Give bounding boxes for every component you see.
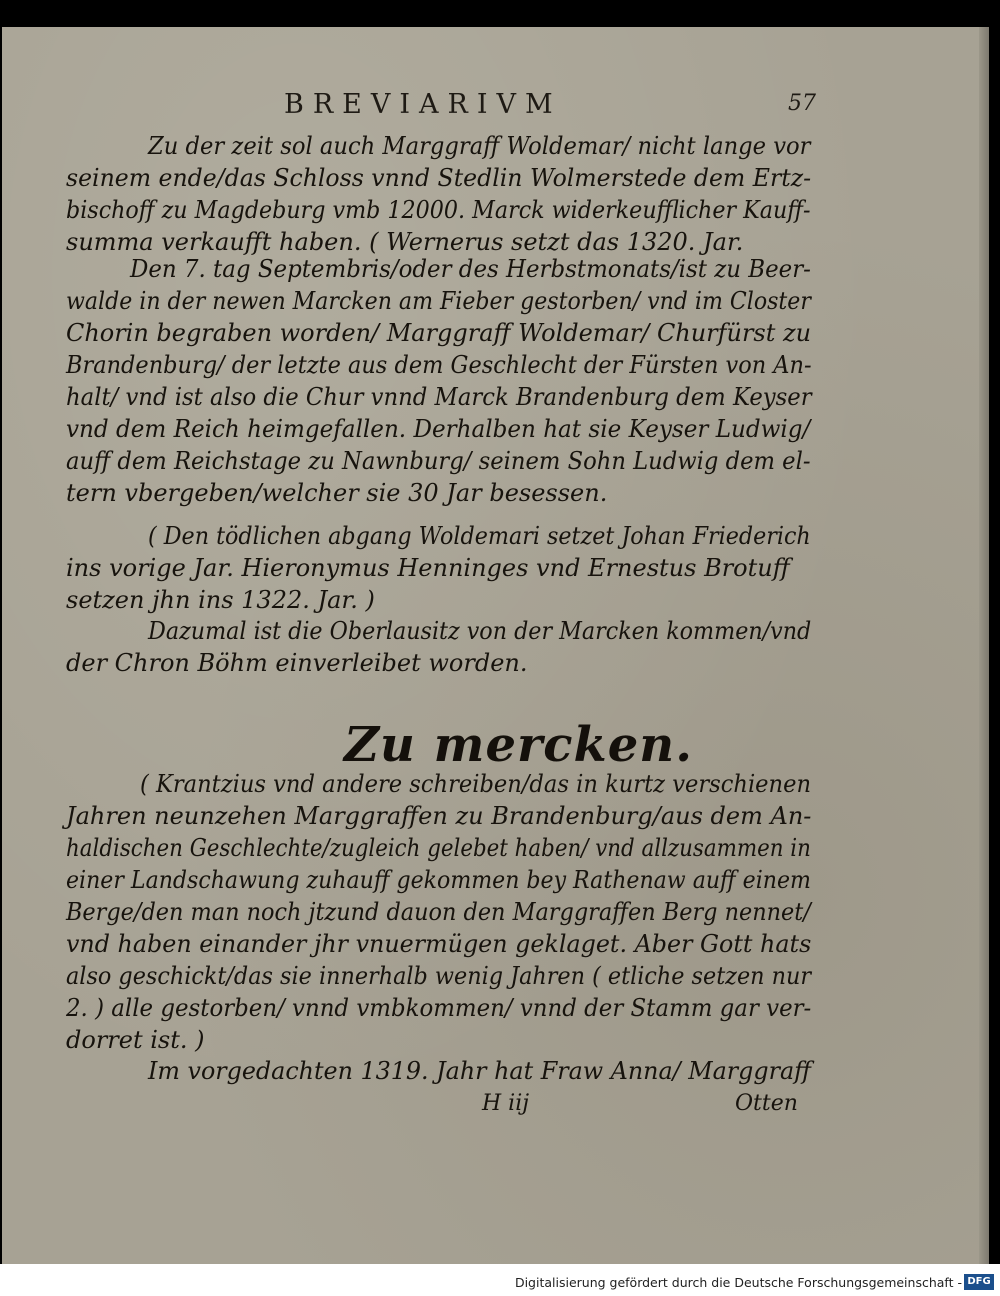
text-line: ins vorige Jar. Hieronymus Henninges vnd Ernestus Brotuff [66,554,790,582]
section-heading: Zu mercken. [344,717,693,773]
text-line: setzen jhn ins 1322. Jar. ) [66,586,375,614]
text-line: Chorin begraben worden/ Marggraff Woldemar/ Churfürst zu [66,319,812,347]
text-line: ( Krantzius vnd andere schreiben/das in kurtz verschienen [140,770,811,798]
text-line: ( Den tödlichen abgang Woldemari setzet Johan Friederich [148,522,811,550]
text-line: Berge/den man noch jtzund dauon den Marggraffen Berg nennet/ [66,898,811,926]
text-line: einer Landschawung zuhauff gekommen bey Rathenaw auff einem [66,866,811,894]
signature-mark: H iij [482,1091,530,1116]
text-line: tern vbergeben/welcher sie 30 Jar besessen. [66,479,608,507]
text-line: dorret ist. ) [66,1026,205,1054]
text-line: vnd dem Reich heimgefallen. Derhalben hat sie Keyser Ludwig/ [66,415,811,443]
text-line: Den 7. tag Septembris/oder des Herbstmonats/ist zu Beer- [130,255,811,283]
catchword: Otten [735,1091,798,1116]
text-line: vnd haben einander jhr vnuermügen geklaget. Aber Gott hats [66,930,812,958]
running-head: BREVIARIVM [284,89,562,120]
page-number: 57 [788,91,816,116]
text-line: auff dem Reichstage zu Nawnburg/ seinem Sohn Ludwig dem el- [66,447,811,475]
text-line: Dazumal ist die Oberlausitz von der Marcken kommen/vnd [148,617,812,645]
text-line: Jahren neunzehen Marggraffen zu Brandenburg/aus dem An- [66,802,812,830]
text-line: der Chron Böhm einverleibet worden. [66,649,528,677]
page-header [2,89,989,129]
text-line: haldischen Geschlechte/zugleich gelebet haben/ vnd allzusammen in [66,834,811,862]
digitization-credit: Digitalisierung gefördert durch die Deutsche Forschungsgemeinschaft - [514,1275,962,1290]
text-line: seinem ende/das Schloss vnnd Stedlin Wolmerstede dem Ertz- [66,164,812,192]
text-line: Brandenburg/ der letzte aus dem Geschlecht der Fürsten von An- [66,351,812,379]
dfg-logo: DFG [964,1274,994,1290]
text-line: bischoff zu Magdeburg vmb 12000. Marck widerkeufflicher Kauff- [66,196,811,224]
page-edge [979,27,989,1264]
book-page [2,27,989,1264]
text-line: halt/ vnd ist also die Chur vnnd Marck Brandenburg dem Keyser [66,383,812,411]
text-line: summa verkaufft haben. ( Wernerus setzt das 1320. Jar. [66,228,744,256]
text-line: 2. ) alle gestorben/ vnnd vmbkommen/ vnnd der Stamm gar ver- [66,994,812,1022]
text-line: Im vorgedachten 1319. Jahr hat Fraw Anna/ Marggraff [148,1057,812,1085]
text-line: also geschickt/das sie innerhalb wenig Jahren ( etliche setzen nur [66,962,812,990]
text-line: walde in der newen Marcken am Fieber gestorben/ vnd im Closter [66,287,811,315]
text-line: Zu der zeit sol auch Marggraff Woldemar/ nicht lange vor [148,132,811,160]
